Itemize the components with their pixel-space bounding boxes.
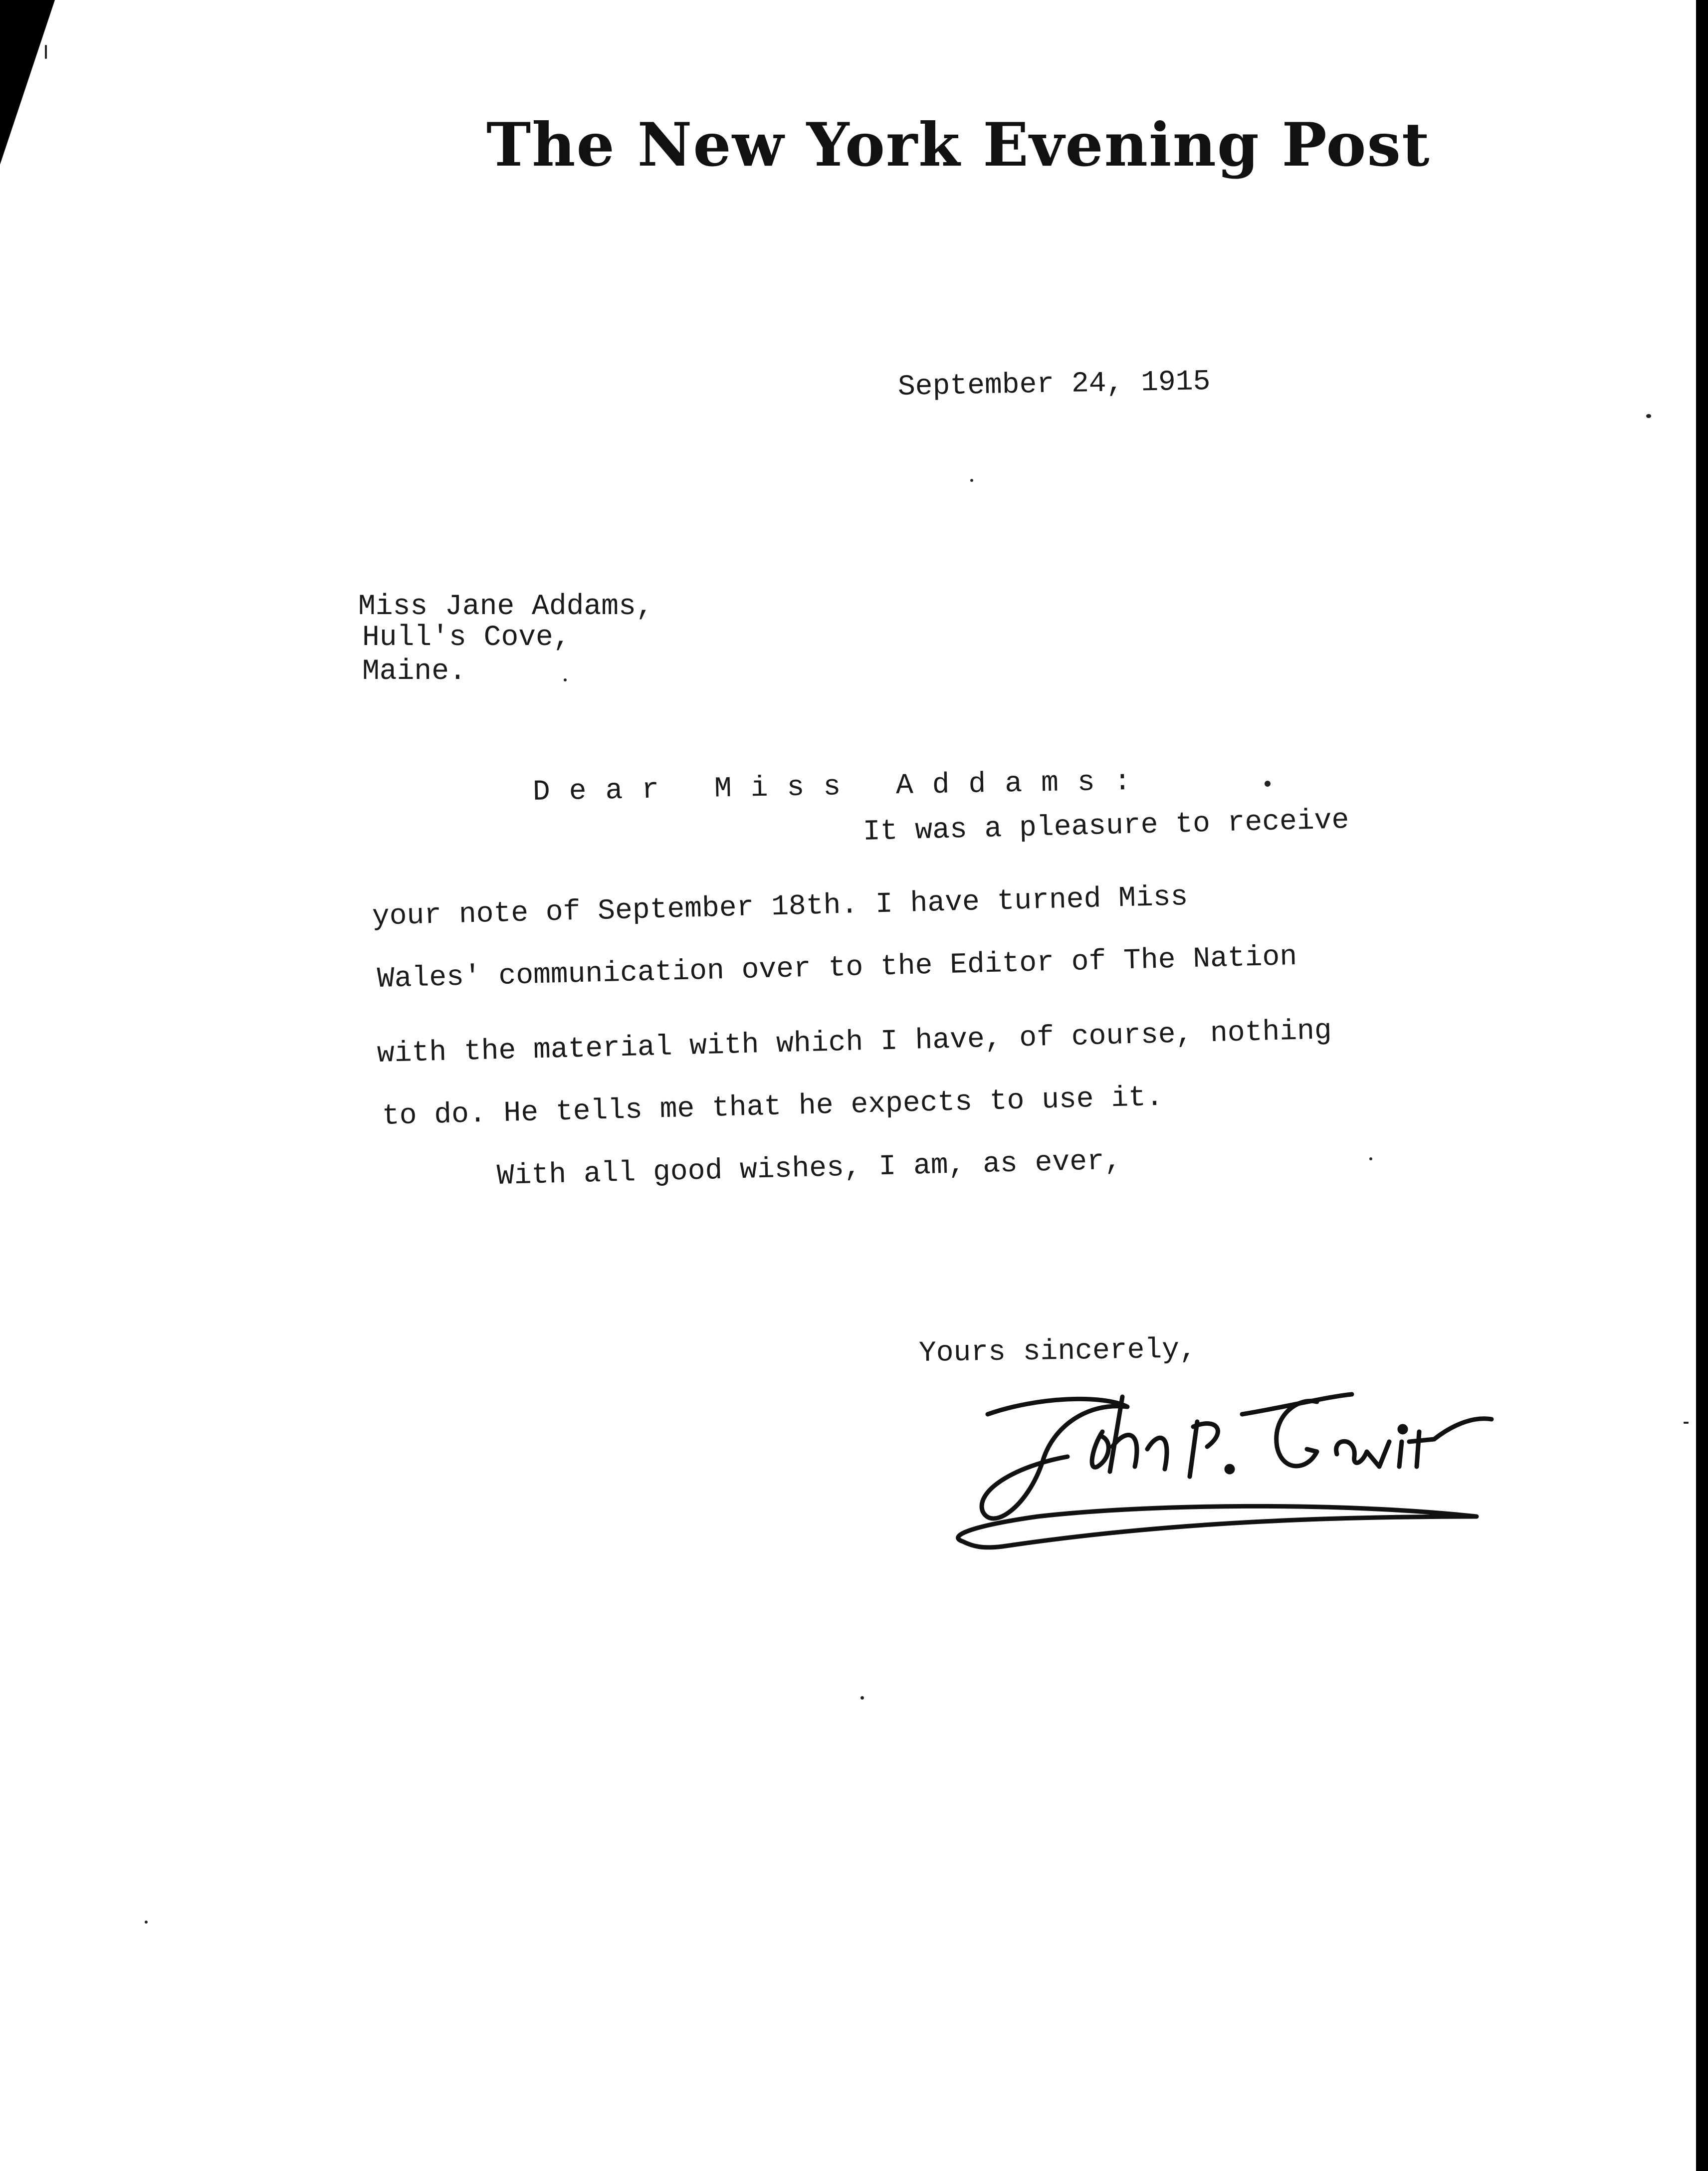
ink-speck xyxy=(860,1696,864,1700)
body-line: Wales' communication over to the Editor of The Nation xyxy=(377,940,1297,996)
letterhead-title: The New York Evening Post xyxy=(486,110,1431,180)
salutation: Dear Miss Addams: xyxy=(532,765,1151,809)
letter-date: September 24, 1915 xyxy=(897,366,1211,404)
ink-speck xyxy=(1684,1422,1689,1424)
recipient-state: Maine. xyxy=(362,655,466,688)
ink-speck xyxy=(970,479,973,482)
scan-border xyxy=(1696,0,1708,2171)
ink-speck xyxy=(1265,781,1271,787)
body-line: It was a pleasure to receive xyxy=(862,804,1350,849)
ink-speck xyxy=(145,1921,148,1924)
handwritten-signature xyxy=(938,1367,1506,1556)
ink-speck xyxy=(564,678,567,681)
recipient-address-line: Hull's Cove, xyxy=(362,622,571,654)
recipient-name: Miss Jane Addams, xyxy=(358,591,653,623)
ink-speck xyxy=(1369,1157,1372,1160)
body-line: with the material with which I have, of course, nothing xyxy=(377,1015,1332,1071)
ink-speck xyxy=(45,45,47,59)
body-line: to do. He tells me that he expects to use it. xyxy=(382,1081,1164,1133)
closing: Yours sincerely, xyxy=(918,1333,1197,1370)
body-line: your note of September 18th. I have turned Miss xyxy=(372,881,1189,933)
ink-speck xyxy=(1646,414,1651,418)
body-line: With all good wishes, I am, as ever, xyxy=(496,1145,1122,1193)
